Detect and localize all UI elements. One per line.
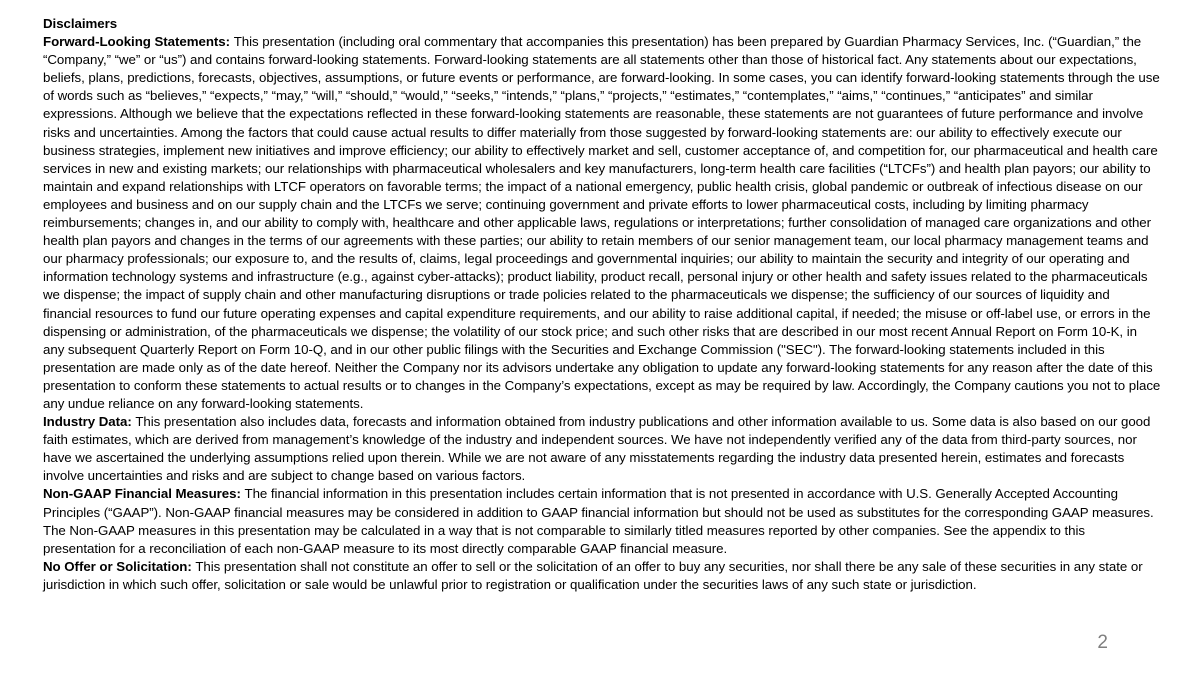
page-number: 2 (1097, 632, 1108, 653)
section-label: No Offer or Solicitation: (43, 558, 196, 574)
page-title: Disclaimers (43, 16, 118, 31)
section-body: This presentation shall not constitute an offer to sell or the solicitation of an offer to buy any securities, nor shall there be any sale of these securities in any state or jurisdiction in which such offer, solicitation or sale would be unlawful prior to registration or qualification under the securities laws of any such state or jurisdiction. (43, 558, 1143, 592)
non-gaap-section (43, 485, 1161, 557)
section-body: This presentation also includes data, forecasts and information obtained from industry publications and other information available to us. Some data is also based on our good faith estimates, which are derived from management’s knowledge of the industry and independent sources. We have not independently verified any of the data from third-party sources, nor have we ascertained the underlying assumptions relied upon therein. While we are not aware of any misstatements regarding the industry data presented herein, estimates and forecasts involve uncertainties and risks and are subject to change based on various factors. (43, 414, 1151, 484)
section-label: Non-GAAP Financial Measures: (43, 486, 245, 502)
section-body: This presentation (including oral commentary that accompanies this presentation) has been prepared by Guardian Pharmacy Services, Inc. (“Guardian,” the “Company,” “we” or “us”) and contains forward-looking statements. Forward-looking statements are all statements other than those of historical fact. Any statements about our expectations, beliefs, plans, predictions, forecasts, objectives, assumptions, or future events or performance, are forward-looking. In some cases, you can identify forward-looking statements through the use of words such as “believes,” “expects,” “may,” “will,” “should,” “would,” “seeks,” “intends,” “plans,” “projects,” “estimates,” “contemplates,” “aims,” “continues,” “anticipates” and similar expressions. Although we believe that the expectations reflected in these forward-looking statements are reasonable, these statements are not guarantees of future performance and involve risks and uncertainties. Among the factors that could cause actual results to differ materially from those suggested by forward-looking statements are: our ability to effectively execute our business strategies, implement new initiatives and improve efficiency; our ability to effectively market and sell, customer acceptance of, and competition for, our pharmaceutical and health care services in new and existing markets; our relationships with pharmaceutical wholesalers and key manufacturers, long-term health care facilities (“LTCFs”) and health plan payors; our ability to maintain and expand relationships with LTCF operators on favorable terms; the impact of a national emergency, public health crisis, global pandemic or outbreak of infectious disease on our employees and business and on our supply chain and the LTCFs we serve; continuing government and private efforts to lower pharmaceutical costs, including by limiting pharmacy reimbursements; changes in, and our ability to comply with, healthcare and other applicable laws, regulations or interpretations; further consolidation of managed care organizations and other health plan payors and changes in the terms of our agreements with these parties; our ability to retain members of our senior management team, our local pharmacy management teams and our pharmacy professionals; our exposure to, and the results of, claims, legal proceedings and governmental inquiries; our ability to maintain the security and integrity of our operating and information technology systems and infrastructure (e.g., against cyber-attacks); product liability, product recall, personal injury or other health and safety issues related to the pharmaceuticals we dispense; the impact of supply chain and other manufacturing disruptions or trade policies related to the pharmaceuticals we dispense; the sufficiency of our sources of liquidity and financial resources to fund our future operating expenses and capital expenditure requirements, and our ability to raise additional capital, if needed; the misuse or off-label use, or errors in the dispensing or administration, of the pharmaceuticals we dispense; the volatility of our stock price; and such other risks that are described in our most recent Annual Report on Form 10-K, in any subsequent Quarterly Report on Form 10-Q, and in our other public filings with the Securities and Exchange Commission ("SEC"). The forward-looking statements included in this presentation are made only as of the date hereof. Neither the Company nor its advisors undertake any obligation to update any forward-looking statements for any reason after the date of this presentation to conform these statements to actual results or to changes in the Company’s expectations, except as may be required by law. Accordingly, the Company cautions you not to place any undue reliance on any forward-looking statements. (43, 34, 1161, 411)
industry-data-section (43, 413, 1161, 485)
section-label: Industry Data: (43, 414, 136, 430)
no-offer-section (43, 558, 1161, 594)
disclaimer-slide (43, 15, 1161, 594)
section-body: The financial information in this presentation includes certain information that is not presented in accordance with U.S. Generally Accepted Accounting Principles (“GAAP”). Non-GAAP financial measures may be considered in addition to GAAP financial information but should not be used as substitutes for the corresponding GAAP measures. The Non-GAAP measures in this presentation may be calculated in a way that is not comparable to similarly titled measures reported by other companies. See the appendix to this presentation for a reconciliation of each non-GAAP measure to its most directly comparable GAAP financial measure. (43, 486, 1154, 556)
section-label: Forward-Looking Statements: (43, 34, 234, 50)
forward-looking-statements-section (43, 33, 1161, 413)
